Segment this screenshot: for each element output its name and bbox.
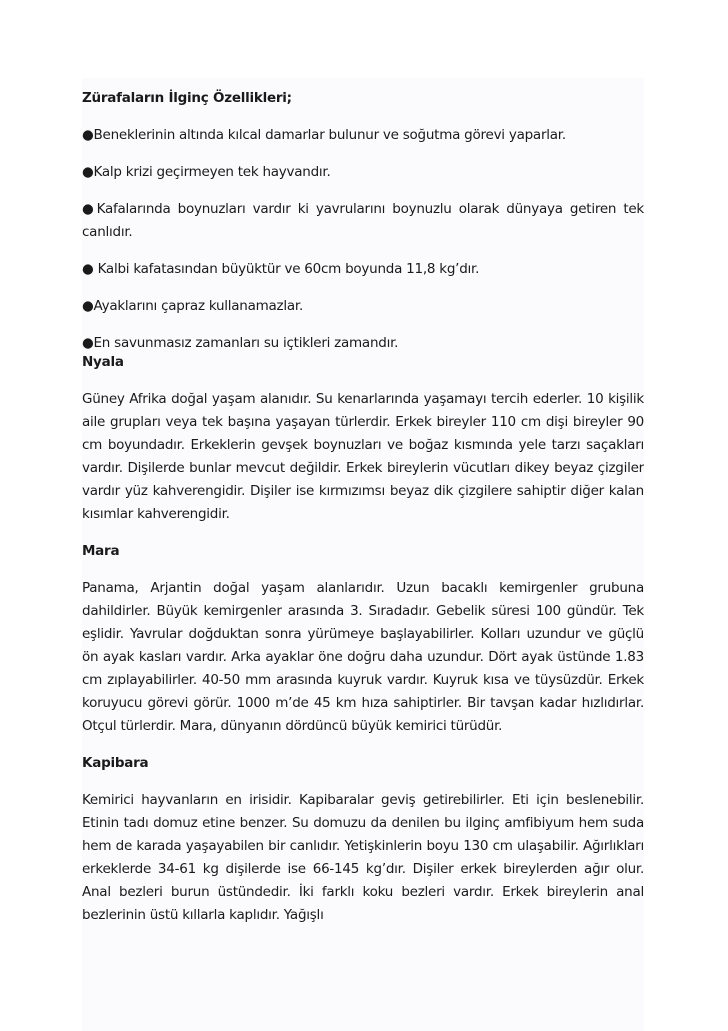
section-body-nyala xyxy=(82,388,644,526)
page-heading: Zürafaların İlginç Özellikleri; xyxy=(82,90,292,106)
section-title-mara: Mara xyxy=(82,543,120,559)
section-title-kapibara: Kapibara xyxy=(82,755,149,771)
paragraph-text: Kemirici hayvanların en irisidir. Kapibaralar geviş getirebilirler. Eti için beslenebilir. Etinin tadı domuz etine benzer. Su domuzu da denilen bu ilginç amfibiyum hem suda hem de karada yaşayabilen bir canlıdır. Yetişkinlerin boyu 130 cm ulaşabilir. Ağırlıkları erkeklerde 34-61 kg dişilerde ise 66-145 kg’dır. Dişiler erkek bireylerden ağır olur. Anal bezleri burun üstündedir. İki farklı koku bezleri vardır. Erkek bireylerin anal bezlerinin üstü kıllarla kaplıdır. Yağışlı xyxy=(82,792,644,923)
bullet-item: ●Kalp krizi geçirmeyen tek hayvandır. xyxy=(82,164,331,180)
document-page xyxy=(82,78,644,1031)
paragraph-text: Güney Afrika doğal yaşam alanıdır. Su kenarlarında yaşamayı tercih ederler. 10 kişilik aile grupları veya tek başına yaşayan türlerdir. Erkek bireyler 110 cm dişi bireyler 90 cm boyundadır. Erkeklerin gevşek boynuzları ve boğaz kısmında yele tarzı saçakları vardır. Dişilerde bunlar mevcut değildir. Erkek bireylerin vücutları dikey beyaz çizgiler vardır yüz kahverengidir. Dişiler ise kırmızımsı beyaz dik çizgilere sahiptir diğer kalan kısımlar kahverengidir. xyxy=(82,391,644,522)
bullet-item: ●Beneklerinin altında kılcal damarlar bulunur ve soğutma görevi yaparlar. xyxy=(82,127,566,143)
bullet-item: ●Ayaklarını çapraz kullanamazlar. xyxy=(82,298,304,314)
bullet-item: ● Kalbi kafatasından büyüktür ve 60cm boyunda 11,8 kg’dır. xyxy=(82,261,480,277)
bullet-item: ●En savunmasız zamanları su içtikleri zamandır. xyxy=(82,335,399,351)
paragraph-text: Panama, Arjantin doğal yaşam alanlarıdır. Uzun bacaklı kemirgenler grubuna dahildirler. Büyük kemirgenler arasında 3. Sıradadır. Gebelik süresi 100 gündür. Tek eşlidir. Yavrular doğduktan sonra yürümeye başlayabilirler. Kolları uzundur ve güçlü ön ayak kasları vardır. Arka ayaklar öne doğru daha uzundur. Dört ayak üstünde 1.83 cm zıplayabilirler. 40-50 mm arasında kuyruk vardır. Kuyruk kısa ve tüysüzdür. Erkek koruyucu görevi görür. 1000 m’de 45 km hıza sahiptirler. Bir tavşan kadar hızlıdırlar. Otçul türlerdir. Mara, dünyanın dördüncü büyük kemirici türüdür. xyxy=(82,580,644,734)
section-body-mara xyxy=(82,577,644,738)
section-title-nyala: Nyala xyxy=(82,354,124,370)
bullet-item: ●Kafalarında boynuzları vardır ki yavrularını boynuzlu olarak dünyaya getiren tek canlıdır. xyxy=(82,201,644,240)
section-body-kapibara xyxy=(82,789,644,927)
